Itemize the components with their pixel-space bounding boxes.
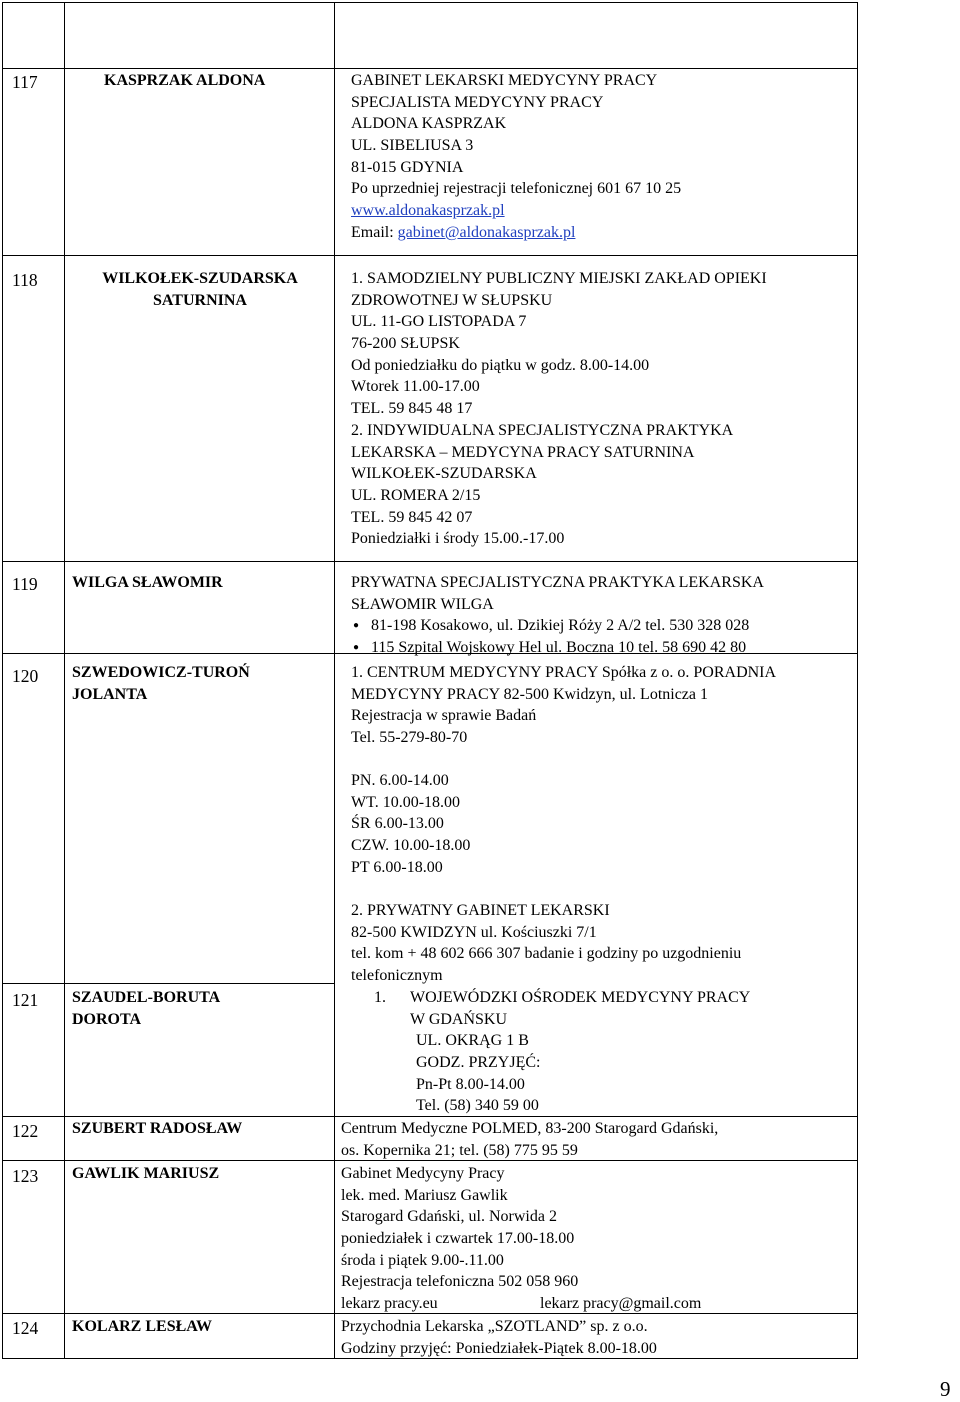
- doctor-details: Przychodnia Lekarska „SZOTLAND” sp. z o.o. Godziny przyjęć: Poniedziałek-Piątek 8.00-18.00: [341, 1318, 657, 1357]
- email-link[interactable]: gabinet@aldonakasprzak.pl: [397, 223, 576, 241]
- doctor-name: WILKOŁEK-SZUDARSKA SATURNINA: [102, 270, 298, 309]
- doctor-details: GABINET LEKARSKI MEDYCYNY PRACY SPECJALISTA MEDYCYNY PRACY ALDONA KASPRZAK UL. SIBELIUSA 3 81-015 GDYNIA Po uprzedniej rejestracji telefonicznej 601 67 10 25 www.aldonakasprzak.pl Email: gabinet@aldonakasprzak.pl: [351, 72, 682, 241]
- office-hours: PN. 6.00-14.00 WT. 10.00-18.00 ŚR 6.00-13.00 CZW. 10.00-18.00 PT 6.00-18.00: [351, 772, 471, 876]
- row-number: 118: [12, 270, 38, 290]
- doctor-name: SZWEDOWICZ-TUROŃ JOLANTA: [72, 664, 250, 703]
- website-link[interactable]: www.aldonakasprzak.pl: [351, 202, 505, 220]
- doctor-details: Gabinet Medycyny Pracy lek. med. Mariusz Gawlik Starogard Gdański, ul. Norwida 2 poniedziałek i czwartek 17.00-18.00 środa i piątek 9.00-.11.00 Rejestracja telefoniczna 502 058 960 lekarz pracy.eu lekarz pracy@gmail.com: [341, 1163, 578, 1315]
- list-marker: 1.: [374, 989, 386, 1006]
- doctor-details: 1. CENTRUM MEDYCYNY PRACY Spółka z o. o. PORADNIA MEDYCYNY PRACY 82-500 Kwidzyn, ul. Lotnicza 1 Rejestracja w sprawie Badań Tel. 55-279-80-70: [351, 664, 777, 747]
- row-number: 122: [12, 1121, 39, 1141]
- doctor-name: KASPRZAK ALDONA: [104, 72, 266, 89]
- row-number: 119: [12, 574, 38, 594]
- email-text: lekarz pracy@gmail.com: [540, 1295, 702, 1313]
- doctor-details-2: 2. PRYWATNY GABINET LEKARSKI 82-500 KWIDZYN ul. Kościuszki 7/1 tel. kom + 48 602 666 307 badanie i godziny po uzgodnieniu telefonicznym: [351, 902, 742, 985]
- doctor-name: GAWLIK MARIUSZ: [72, 1165, 220, 1182]
- doctor-name: SZUBERT RADOSŁAW: [72, 1120, 243, 1137]
- row-number: 121: [12, 990, 39, 1010]
- row-number: 120: [12, 666, 39, 686]
- doctor-details: 1. SAMODZIELNY PUBLICZNY MIEJSKI ZAKŁAD OPIEKI ZDROWOTNEJ W SŁUPSKU UL. 11-GO LISTOPADA 7 76-200 SŁUPSK Od poniedziałku do piątku w godz. 8.00-14.00 Wtorek 11.00-17.00 TEL. 59 845 48 17 2. INDYWIDUALNA SPECJALISTYCZNA PRAKTYKA LEKARSKA – MEDYCYNA PRACY SATURNINA WILKOŁEK-SZUDARSKA UL. ROMERA 2/15 TEL. 59 845 42 07 Poniedziałki i środy 15.00.-17.00: [351, 270, 767, 548]
- bullet-list: [351, 615, 764, 658]
- doctor-name: SZAUDEL-BORUTA DOROTA: [72, 989, 221, 1028]
- doctor-details: WOJEWÓDZKI OŚRODEK MEDYCYNY PRACY W GDAŃSKU UL. OKRĄG 1 B GODZ. PRZYJĘĆ: Pn-Pt 8.00-14.00 Tel. (58) 340 59 00: [410, 989, 751, 1115]
- list-item: ● 81-198 Kosakowo, ul. Dzikiej Róży 2 A/2 tel. 530 328 028: [351, 615, 764, 637]
- page-number: 9: [940, 1377, 951, 1401]
- doctor-details: Centrum Medyczne POLMED, 83-200 Starogard Gdański, os. Kopernika 21; tel. (58) 775 95 59: [341, 1120, 719, 1159]
- website-text: lekarz pracy.eu: [341, 1295, 438, 1313]
- row-number: 124: [12, 1318, 39, 1338]
- doctor-details: PRYWATNA SPECJALISTYCZNA PRAKTYKA LEKARSKA SŁAWOMIR WILGA ● 81-198 Kosakowo, ul. Dzikiej Róży 2 A/2 tel. 530 328 028 ● 115 Szpital Wojskowy Hel ul. Boczna 10 tel. 58 690 42 80: [351, 572, 764, 659]
- row-number: 123: [12, 1166, 39, 1186]
- doctor-name: WILGA SŁAWOMIR: [72, 574, 223, 591]
- row-number: 117: [12, 72, 38, 92]
- email-label: Email:: [351, 223, 398, 241]
- doctor-name: KOLARZ LESŁAW: [72, 1318, 213, 1335]
- list-item: ● 115 Szpital Wojskowy Hel ul. Boczna 10 tel. 58 690 42 80: [351, 637, 764, 659]
